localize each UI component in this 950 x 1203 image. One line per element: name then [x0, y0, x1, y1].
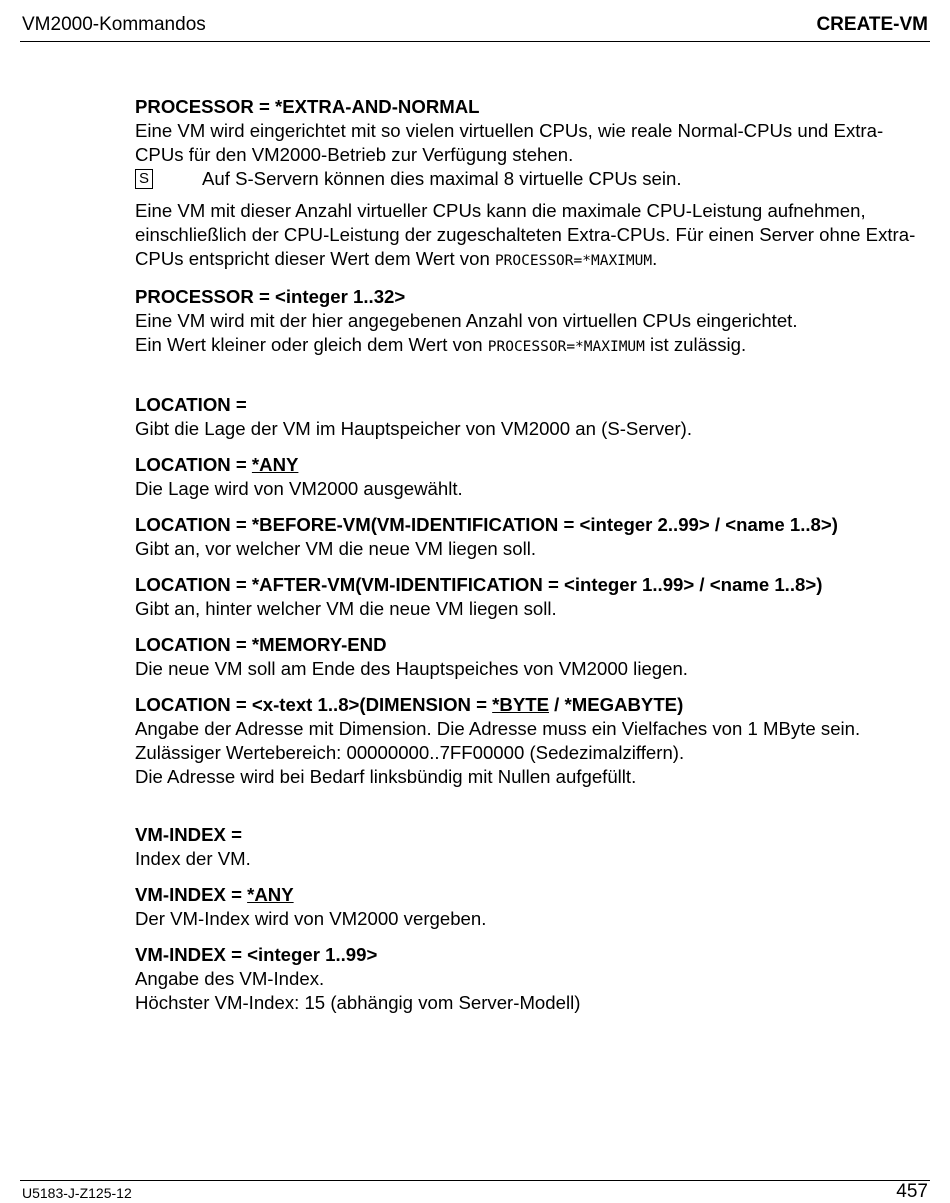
document-id: U5183-J-Z125-12	[22, 1185, 132, 1201]
operand-description: Zulässiger Wertebereich: 00000000..7FF00000 (Sedezimalziffern).	[135, 742, 685, 763]
operand-description: Die Adresse wird bei Bedarf linksbündig mit Nullen aufgefüllt.	[135, 766, 637, 787]
running-header-command: CREATE-VM	[816, 14, 928, 35]
location-xtext-block	[135, 693, 930, 789]
s-server-note-text: Auf S-Servern können dies maximal 8 virtuelle CPUs sein.	[202, 168, 682, 189]
operand-description: Index der VM.	[135, 848, 251, 869]
default-value: *ANY	[247, 884, 294, 905]
operand-heading	[135, 693, 930, 717]
operand-description: Die Lage wird von VM2000 ausgewählt.	[135, 478, 463, 499]
running-header-chapter: VM2000-Kommandos	[22, 14, 206, 35]
operand-suffix: / *MEGABYTE)	[548, 694, 684, 715]
operand-description: Gibt an, hinter welcher VM die neue VM liegen soll.	[135, 598, 557, 619]
operand-heading	[135, 453, 930, 477]
location-any-block	[135, 453, 930, 501]
operand-heading: LOCATION =	[135, 394, 247, 415]
operand-heading: LOCATION = *AFTER-VM(VM-IDENTIFICATION = <integer 1..99> / <name 1..8>)	[135, 574, 823, 595]
operand-heading: LOCATION = *MEMORY-END	[135, 634, 387, 655]
operand-prefix: LOCATION =	[135, 454, 252, 475]
operand-description	[135, 333, 930, 359]
page-number: 457	[896, 1181, 928, 1202]
default-value: *BYTE	[492, 694, 549, 715]
footer-rule	[20, 1180, 930, 1181]
processor-extra-paragraph	[135, 199, 930, 273]
location-after-block	[135, 573, 930, 621]
code-literal: PROCESSOR=*MAXIMUM	[487, 339, 645, 355]
operand-description: Gibt an, vor welcher VM die neue VM liegen soll.	[135, 538, 536, 559]
paragraph-text: Eine VM mit dieser Anzahl virtueller CPUs kann die maximale CPU-Leistung aufnehmen, einschließlich der CPU-Leistung der zugeschalteten Extra-CPUs. Für einen Server ohne Extra-CPUs entspricht dieser Wert dem Wert von	[135, 200, 916, 269]
operand-prefix: VM-INDEX =	[135, 884, 248, 905]
processor-extra-block	[135, 95, 930, 191]
operand-heading: LOCATION = *BEFORE-VM(VM-IDENTIFICATION = <integer 2..99> / <name 1..8>)	[135, 514, 838, 535]
vm-index-block	[135, 823, 930, 871]
operand-prefix: LOCATION = <x-text 1..8>(DIMENSION =	[135, 694, 493, 715]
operand-description: Gibt die Lage der VM im Hauptspeicher von VM2000 an (S-Server).	[135, 418, 693, 439]
paragraph-text: .	[652, 248, 658, 269]
paragraph-text: Ein Wert kleiner oder gleich dem Wert von	[135, 334, 488, 355]
page-content	[135, 95, 930, 1027]
operand-description: Eine VM wird eingerichtet mit so vielen virtuellen CPUs, wie reale Normal-CPUs und Extra-CPUs für den VM2000-Betrieb zur Verfügung stehen.	[135, 120, 884, 165]
operand-heading: VM-INDEX = <integer 1..99>	[135, 944, 378, 965]
vm-index-any-block	[135, 883, 930, 931]
operand-description: Eine VM wird mit der hier angegebenen Anzahl von virtuellen CPUs eingerichtet.	[135, 310, 798, 331]
location-block	[135, 393, 930, 441]
vm-index-integer-block	[135, 943, 930, 1015]
s-server-note	[135, 167, 930, 191]
operand-heading: PROCESSOR = <integer 1..32>	[135, 286, 406, 307]
location-end-block	[135, 633, 930, 681]
operand-description: Angabe des VM-Index.	[135, 968, 325, 989]
code-literal: PROCESSOR=*MAXIMUM	[494, 253, 653, 269]
operand-heading	[135, 883, 930, 907]
operand-heading: PROCESSOR = *EXTRA-AND-NORMAL	[135, 96, 480, 117]
operand-heading: VM-INDEX =	[135, 824, 242, 845]
location-before-block	[135, 513, 930, 561]
s-server-marker: S	[135, 169, 153, 189]
operand-description: Die neue VM soll am Ende des Hauptspeiches von VM2000 liegen.	[135, 658, 688, 679]
header-rule	[20, 41, 930, 42]
operand-description: Angabe der Adresse mit Dimension. Die Adresse muss ein Vielfaches von 1 MByte sein.	[135, 718, 861, 739]
paragraph-text: ist zulässig.	[644, 334, 747, 355]
operand-description: Höchster VM-Index: 15 (abhängig vom Server-Modell)	[135, 992, 581, 1013]
operand-description: Der VM-Index wird von VM2000 vergeben.	[135, 908, 487, 929]
processor-integer-block	[135, 285, 930, 359]
default-value: *ANY	[251, 454, 299, 475]
